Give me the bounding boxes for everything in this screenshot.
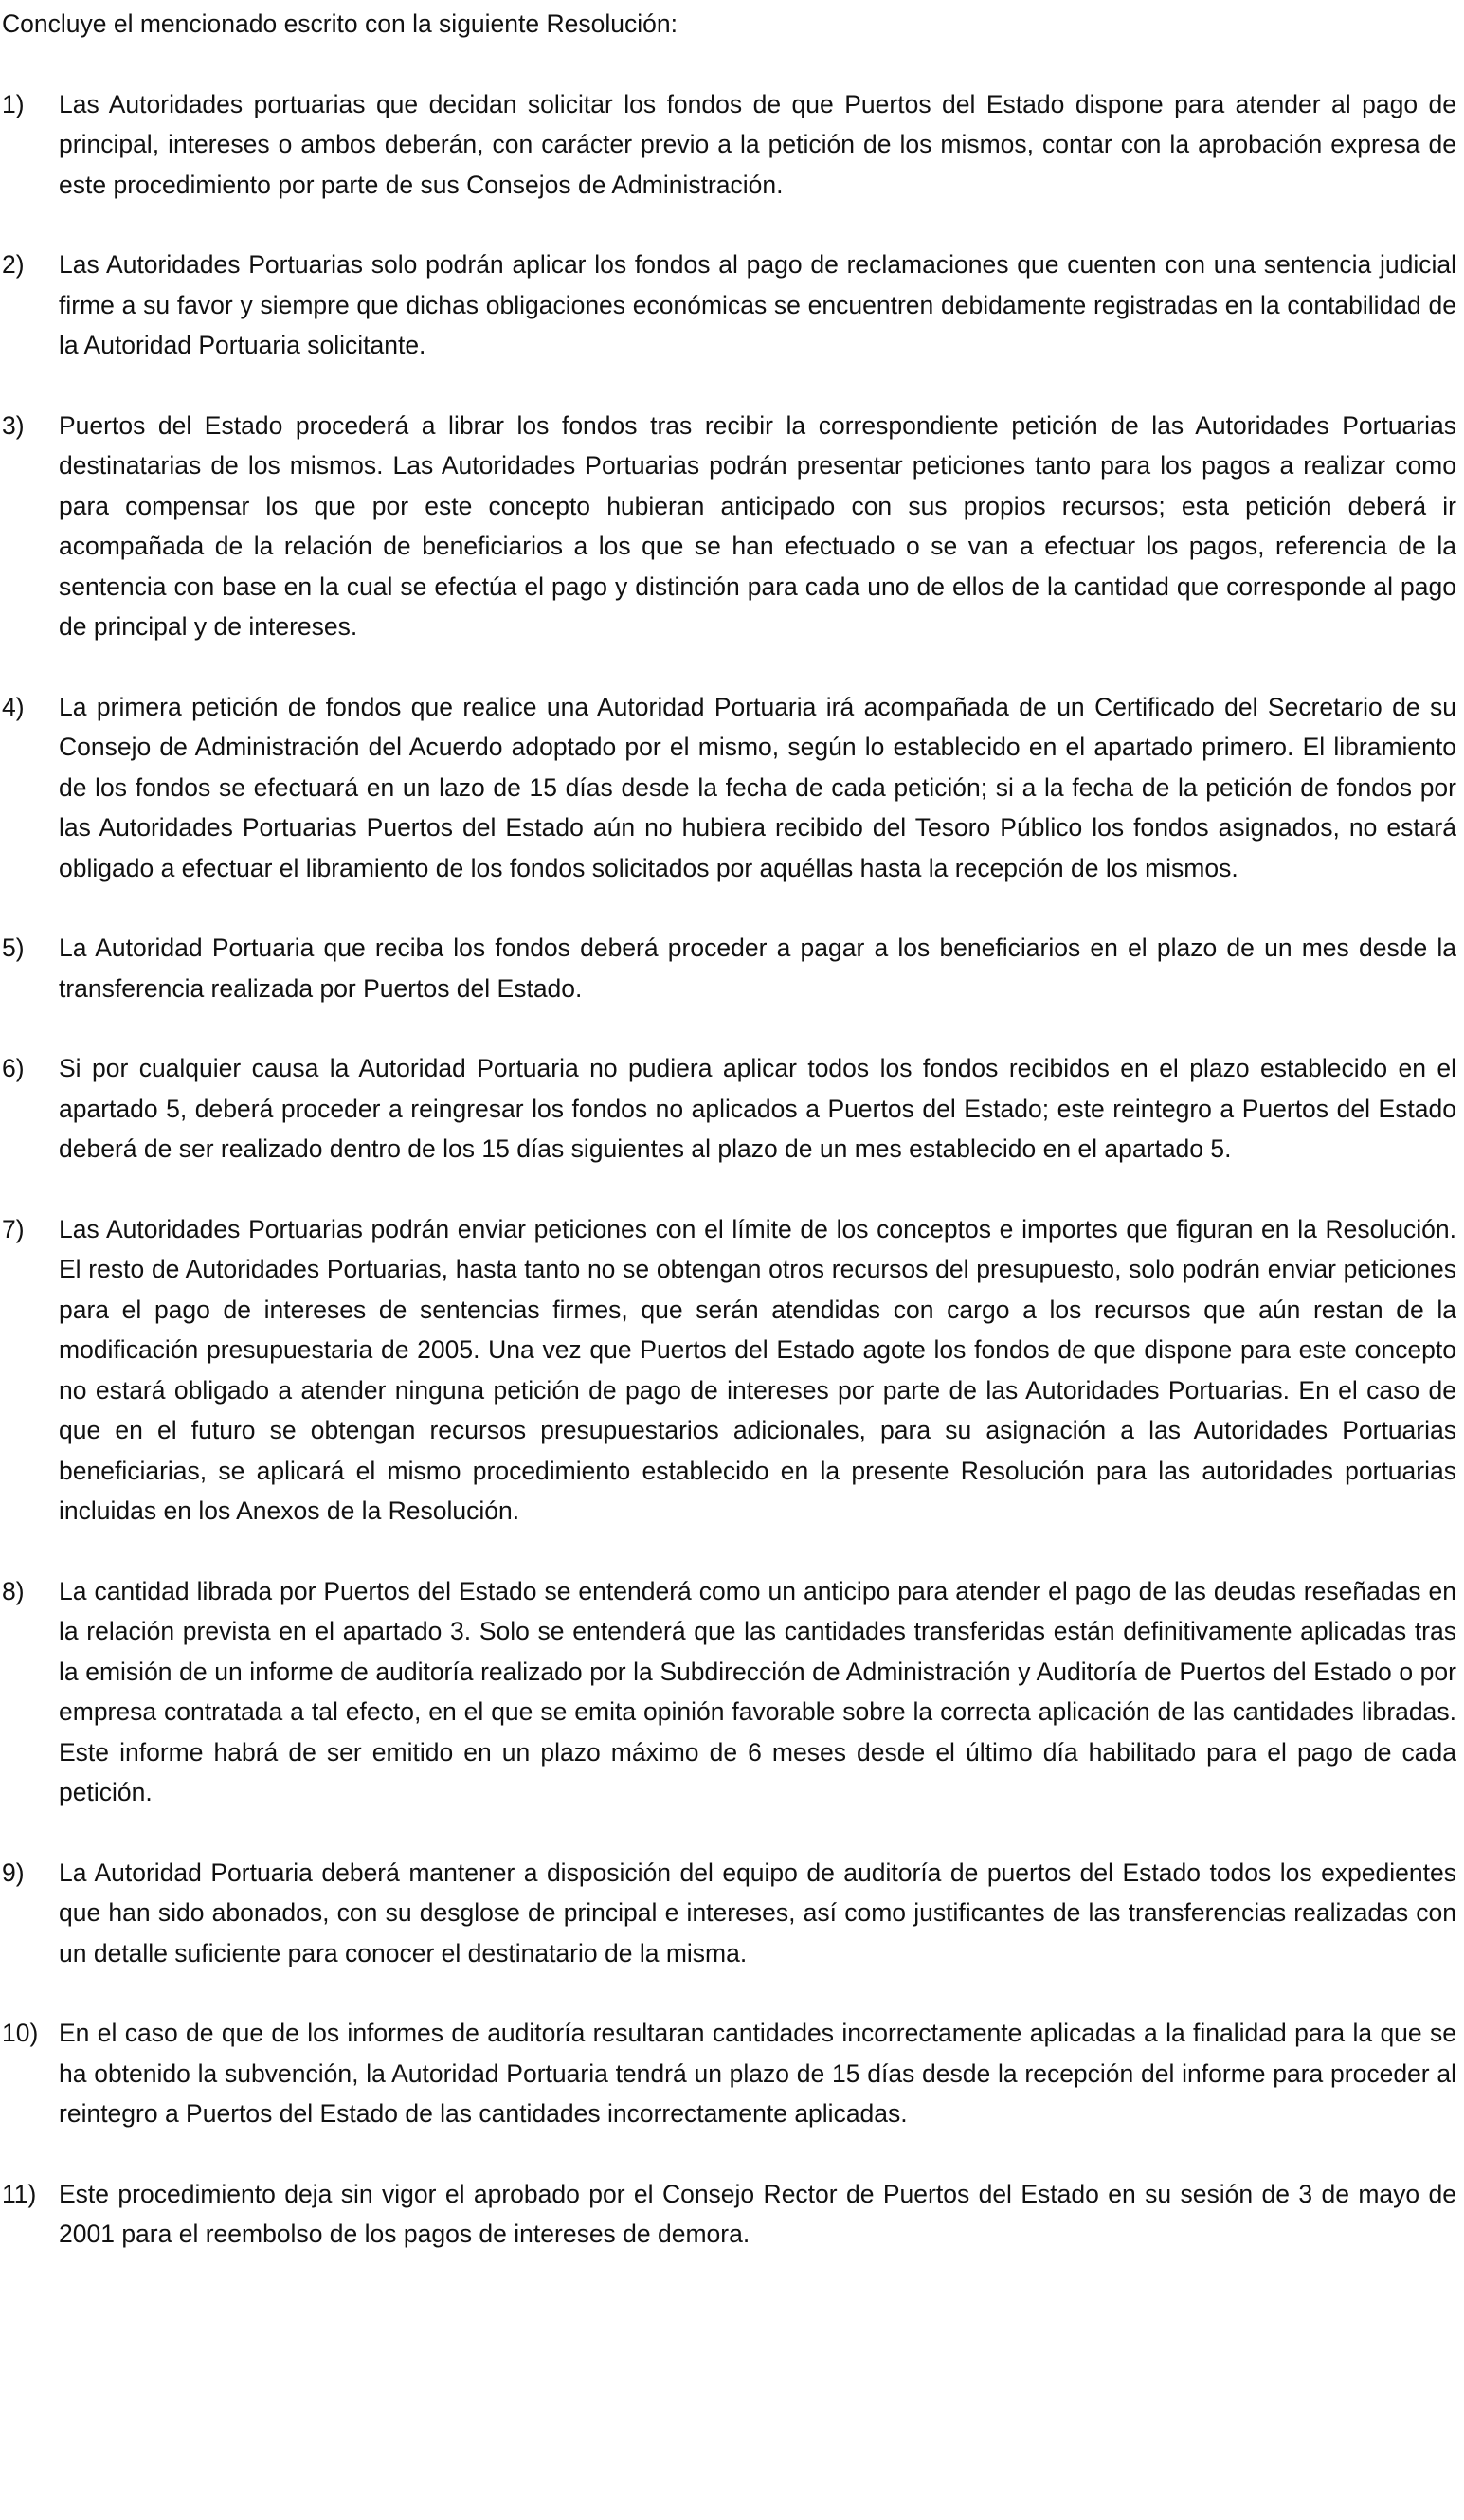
resolution-list (2, 84, 1464, 2255)
item-text: La Autoridad Portuaria deberá mantener a disposición del equipo de auditoría de puertos del Estado todos los expedientes que han sido abonados, con su desglose de principal e intereses, así como justificantes de las transferencias realizadas con un detalle suficiente para conocer el destinatario de la misma. (59, 1858, 1456, 1967)
list-item (2, 928, 1464, 1008)
list-item (2, 1048, 1464, 1169)
item-number: 11) (2, 2179, 37, 2208)
list-item (2, 2174, 1464, 2255)
list-item (2, 406, 1464, 647)
item-number: 2) (2, 250, 25, 279)
item-number: 9) (2, 1858, 25, 1887)
list-item (2, 1209, 1464, 1532)
item-text: Puertos del Estado procederá a librar los fondos tras recibir la correspondiente petición de las Autoridades Portuarias destinatarias de los mismos. Las Autoridades Portuarias podrán presentar peticiones tanto para los pagos a realizar como para compensar los que por este concepto hubieran anticipado con sus propios recursos; esta petición deberá ir acompañada de la relación de beneficiarios a los que se han efectuado o se van a efectuar los pagos, referencia de la sentencia con base en la cual se efectúa el pago y distinción para cada uno de ellos de la cantidad que corresponde al pago de principal y de intereses. (59, 410, 1456, 641)
item-number: 3) (2, 410, 25, 440)
list-item (2, 84, 1464, 206)
item-number: 7) (2, 1214, 25, 1243)
item-number: 1) (2, 89, 25, 118)
list-item (2, 687, 1464, 889)
intro-paragraph: Concluye el mencionado escrito con la siguiente Resolución: (2, 9, 678, 38)
item-text: Este procedimiento deja sin vigor el aprobado por el Consejo Rector de Puertos del Estado en su sesión de 3 de mayo de 2001 para el reembolso de los pagos de intereses de demora. (59, 2179, 1456, 2248)
item-text: Las Autoridades portuarias que decidan solicitar los fondos de que Puertos del Estado dispone para atender al pago de principal, intereses o ambos deberán, con carácter previo a la petición de los mismos, contar con la aprobación expresa de este procedimiento por parte de sus Consejos de Administración. (59, 89, 1456, 199)
item-text: La primera petición de fondos que realice una Autoridad Portuaria irá acompañada de un Certificado del Secretario de su Consejo de Administración del Acuerdo adoptado por el mismo, según lo establecido en el apartado primero. El libramiento de los fondos se efectuará en un lazo de 15 días desde la fecha de cada petición; si a la fecha de la petición de fondos por las Autoridades Portuarias Puertos del Estado aún no hubiera recibido del Tesoro Público los fondos asignados, no estará obligado a efectuar el libramiento de los fondos solicitados por aquéllas hasta la recepción de los mismos. (59, 692, 1456, 882)
item-text: Las Autoridades Portuarias podrán enviar peticiones con el límite de los conceptos e importes que figuran en la Resolución. El resto de Autoridades Portuarias, hasta tanto no se obtengan otros recursos del presupuesto, solo podrán enviar peticiones para el pago de intereses de sentencias firmes, que serán atendidas con cargo a los recursos que aún restan de la modificación presupuestaria de 2005. Una vez que Puertos del Estado agote los fondos de que dispone para este concepto no estará obligado a atender ninguna petición de pago de intereses por parte de las Autoridades Portuarias. En el caso de que en el futuro se obtengan recursos presupuestarios adicionales, para su asignación a las Autoridades Portuarias beneficiarias, se aplicará el mismo procedimiento establecido en la presente Resolución para las autoridades portuarias incluidas en los Anexos de la Resolución. (59, 1214, 1456, 1525)
item-text: En el caso de que de los informes de auditoría resultaran cantidades incorrectamente aplicadas a la finalidad para la que se ha obtenido la subvención, la Autoridad Portuaria tendrá un plazo de 15 días desde la recepción del informe para proceder al reintegro a Puertos del Estado de las cantidades incorrectamente aplicadas. (59, 2019, 1456, 2128)
list-item (2, 245, 1464, 366)
item-number: 5) (2, 934, 25, 962)
item-number: 10) (2, 2019, 39, 2047)
item-text: Si por cualquier causa la Autoridad Portuaria no pudiera aplicar todos los fondos recibidos en el plazo establecido en el apartado 5, deberá proceder a reingresar los fondos no aplicados a Puertos del Estado; este reintegro a Puertos del Estado deberá de ser realizado dentro de los 15 días siguientes al plazo de un mes establecido en el apartado 5. (59, 1054, 1456, 1163)
list-item (2, 1853, 1464, 1974)
list-item (2, 2013, 1464, 2134)
item-number: 6) (2, 1054, 25, 1082)
item-text: La Autoridad Portuaria que reciba los fondos deberá proceder a pagar a los beneficiarios en el plazo de un mes desde la transferencia realizada por Puertos del Estado. (59, 934, 1456, 1003)
list-item (2, 1571, 1464, 1813)
item-text: Las Autoridades Portuarias solo podrán aplicar los fondos al pago de reclamaciones que cuenten con una sentencia judicial firme a su favor y siempre que dichas obligaciones económicas se encuentren debidamente registradas en la contabilidad de la Autoridad Portuaria solicitante. (59, 250, 1456, 359)
item-text: La cantidad librada por Puertos del Estado se entenderá como un anticipo para atender el pago de las deudas reseñadas en la relación prevista en el apartado 3. Solo se entenderá que las cantidades transferidas están definitivamente aplicadas tras la emisión de un informe de auditoría realizado por la Subdirección de Administración y Auditoría de Puertos del Estado o por empresa contratada a tal efecto, en el que se emita opinión favorable sobre la correcta aplicación de las cantidades libradas. Este informe habrá de ser emitido en un plazo máximo de 6 meses desde el último día habilitado para el pago de cada petición. (59, 1576, 1456, 1806)
item-number: 8) (2, 1576, 25, 1605)
item-number: 4) (2, 692, 25, 721)
